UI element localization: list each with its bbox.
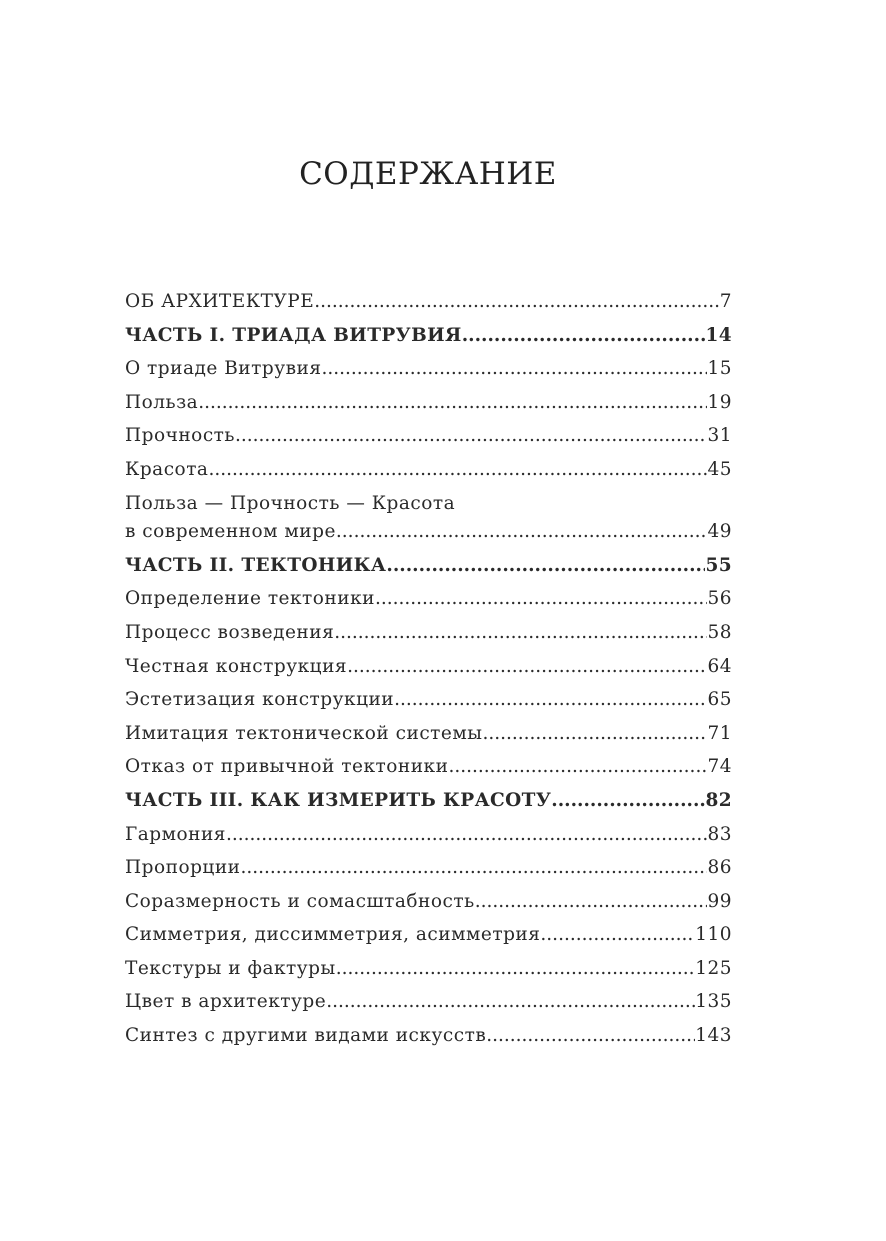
toc-entry-label-line2: в современном мире bbox=[125, 521, 336, 543]
toc-entry-strength[interactable] bbox=[125, 419, 732, 453]
toc-entry-label: Эстетизация конструкции bbox=[125, 689, 395, 711]
toc-entry-part-2[interactable] bbox=[125, 549, 732, 583]
toc-entry-modern-world[interactable] bbox=[125, 487, 732, 549]
dot-leader bbox=[326, 985, 695, 1019]
table-of-contents bbox=[125, 285, 732, 1053]
toc-entry-page: 125 bbox=[695, 957, 732, 979]
toc-entry-page: 56 bbox=[707, 588, 732, 610]
toc-entry-label: О триаде Витрувия bbox=[125, 358, 322, 380]
toc-entry-page: 110 bbox=[695, 924, 732, 946]
toc-entry-page: 15 bbox=[707, 358, 732, 380]
toc-entry-page: 49 bbox=[707, 521, 732, 543]
toc-entry-honest-construction[interactable] bbox=[125, 650, 732, 684]
toc-entry-commensurability[interactable] bbox=[125, 885, 732, 919]
toc-entry-page: 55 bbox=[705, 554, 732, 576]
toc-entry-aestheticization[interactable] bbox=[125, 683, 732, 717]
toc-entry-label: Прочность bbox=[125, 425, 235, 447]
dot-leader bbox=[394, 683, 707, 717]
toc-entry-label: Отказ от привычной тектоники bbox=[125, 756, 449, 778]
toc-entry-vitruvius-triad[interactable] bbox=[125, 352, 732, 386]
toc-entry-label: ЧАСТЬ II. ТЕКТОНИКА bbox=[125, 554, 387, 576]
toc-entry-proportions[interactable] bbox=[125, 851, 732, 885]
dot-leader bbox=[386, 549, 705, 583]
dot-leader bbox=[375, 582, 707, 616]
toc-entry-beauty[interactable] bbox=[125, 453, 732, 487]
toc-entry-page: 45 bbox=[707, 458, 732, 480]
dot-leader bbox=[240, 851, 707, 885]
toc-entry-label: Процесс возведения bbox=[125, 621, 335, 643]
toc-entry-label: Пропорции bbox=[125, 857, 241, 879]
toc-entry-label: Гармония bbox=[125, 823, 226, 845]
toc-entry-label: ЧАСТЬ I. ТРИАДА ВИТРУВИЯ bbox=[125, 324, 462, 346]
dot-leader bbox=[208, 453, 707, 487]
dot-leader bbox=[482, 717, 707, 751]
toc-entry-label: Определение тектоники bbox=[125, 588, 375, 610]
page-title: СОДЕРЖАНИЕ bbox=[299, 156, 557, 192]
toc-entry-harmony[interactable] bbox=[125, 818, 732, 852]
toc-entry-page: 86 bbox=[707, 857, 732, 879]
toc-entry-label: Текстуры и фактуры bbox=[125, 957, 336, 979]
toc-entry-second-line bbox=[125, 515, 732, 549]
toc-entry-textures[interactable] bbox=[125, 952, 732, 986]
dot-leader bbox=[462, 319, 706, 353]
toc-entry-label: ЧАСТЬ III. КАК ИЗМЕРИТЬ КРАСОТУ bbox=[125, 789, 552, 811]
toc-entry-part-3[interactable] bbox=[125, 784, 732, 818]
toc-entry-page: 82 bbox=[705, 789, 732, 811]
toc-entry-label: Цвет в архитектуре bbox=[125, 991, 327, 1013]
toc-entry-page: 64 bbox=[707, 655, 732, 677]
toc-entry-part-1[interactable] bbox=[125, 319, 732, 353]
dot-leader bbox=[336, 515, 708, 549]
dot-leader bbox=[334, 616, 707, 650]
toc-entry-rejection[interactable] bbox=[125, 750, 732, 784]
toc-entry-page: 99 bbox=[707, 890, 732, 912]
toc-entry-label: Имитация тектонической системы bbox=[125, 722, 483, 744]
toc-entry-label: Синтез с другими видами искусств bbox=[125, 1025, 487, 1047]
toc-entry-symmetry[interactable] bbox=[125, 918, 732, 952]
dot-leader bbox=[336, 952, 695, 986]
toc-entry-label: Красота bbox=[125, 458, 209, 480]
dot-leader bbox=[540, 918, 695, 952]
dot-leader bbox=[448, 750, 707, 784]
toc-entry-page: 7 bbox=[719, 291, 732, 312]
toc-entry-page: 135 bbox=[695, 991, 732, 1013]
dot-leader bbox=[226, 818, 707, 852]
toc-entry-label: Польза bbox=[125, 391, 199, 413]
toc-entry-imitation[interactable] bbox=[125, 717, 732, 751]
dot-leader bbox=[475, 885, 708, 919]
dot-leader bbox=[314, 285, 719, 319]
toc-entry-color[interactable] bbox=[125, 985, 732, 1019]
toc-entry-page: 14 bbox=[705, 324, 732, 346]
toc-entry-tectonics-definition[interactable] bbox=[125, 582, 732, 616]
toc-entry-page: 31 bbox=[707, 425, 732, 447]
dot-leader bbox=[235, 419, 707, 453]
toc-entry-label: Соразмерность и сомасштабность bbox=[125, 890, 475, 912]
toc-entry-label: Честная конструкция bbox=[125, 655, 348, 677]
toc-entry-page: 83 bbox=[707, 823, 732, 845]
dot-leader bbox=[347, 650, 707, 684]
toc-entry-label: Симметрия, диссимметрия, асимметрия bbox=[125, 924, 541, 946]
toc-entry-page: 65 bbox=[707, 689, 732, 711]
dot-leader bbox=[486, 1019, 695, 1053]
toc-entry-construction-process[interactable] bbox=[125, 616, 732, 650]
toc-entry-synthesis[interactable] bbox=[125, 1019, 732, 1053]
dot-leader bbox=[551, 784, 705, 818]
toc-entry-label: ОБ АРХИТЕКТУРЕ bbox=[125, 291, 315, 312]
toc-entry-about-architecture[interactable] bbox=[125, 285, 732, 319]
toc-entry-label-line1: Польза — Прочность — Красота bbox=[125, 492, 456, 514]
toc-entry-page: 74 bbox=[707, 756, 732, 778]
dot-leader bbox=[198, 386, 707, 420]
toc-entry-page: 71 bbox=[707, 722, 732, 744]
toc-entry-page: 143 bbox=[695, 1025, 732, 1047]
toc-entry-utility[interactable] bbox=[125, 386, 732, 420]
dot-leader bbox=[322, 352, 708, 386]
toc-entry-page: 19 bbox=[707, 391, 732, 413]
toc-entry-page: 58 bbox=[707, 621, 732, 643]
